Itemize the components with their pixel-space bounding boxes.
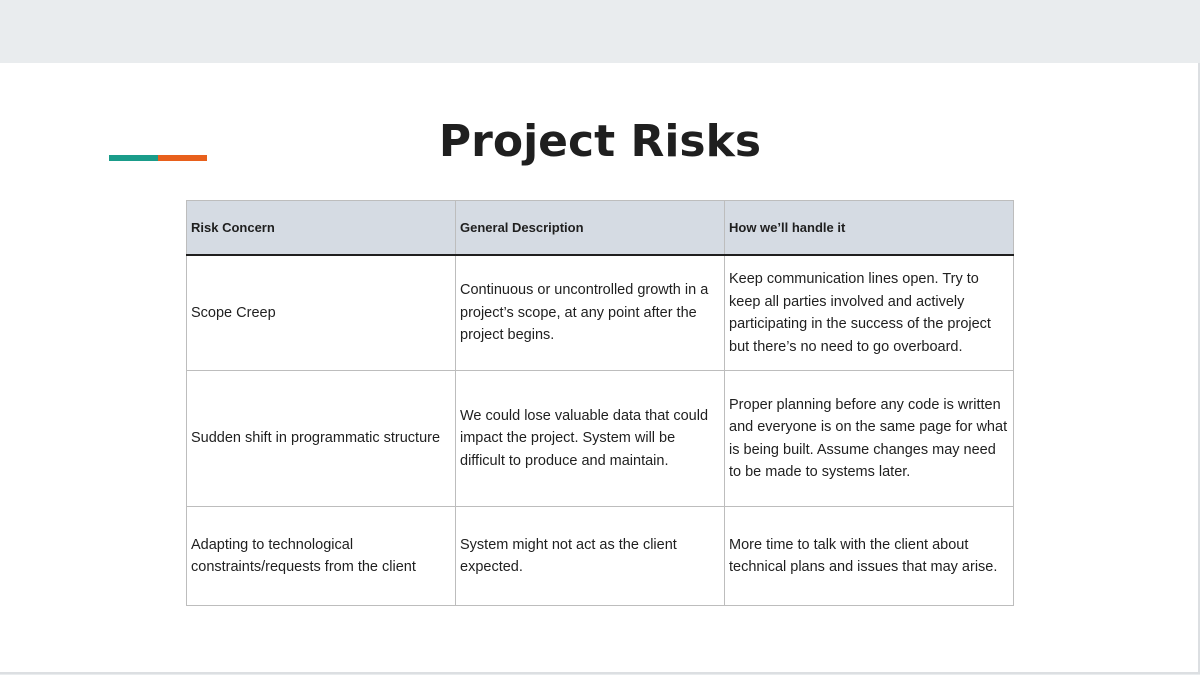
cell-risk-concern: Adapting to technological constraints/requests from the client <box>187 507 456 606</box>
cell-handling: Proper planning before any code is written and everyone is on the same page for what is being built. Assume changes may need to be made to systems later. <box>725 371 1014 507</box>
top-gray-band <box>0 0 1200 63</box>
table-header-row <box>187 201 1014 256</box>
cell-handling: Keep communication lines open. Try to keep all parties involved and actively participating in the success of the project but there’s no need to go overboard. <box>725 255 1014 371</box>
table-row <box>187 255 1014 371</box>
cell-risk-concern: Scope Creep <box>187 255 456 371</box>
slide-title: Project Risks <box>438 116 762 167</box>
cell-general-description: Continuous or uncontrolled growth in a project’s scope, at any point after the project begins. <box>456 255 725 371</box>
header-how-we-handle-it: How we’ll handle it <box>725 201 1014 256</box>
table-row <box>187 371 1014 507</box>
cell-general-description: We could lose valuable data that could impact the project. System will be difficult to produce and maintain. <box>456 371 725 507</box>
table-row <box>187 507 1014 606</box>
header-risk-concern: Risk Concern <box>187 201 456 256</box>
risks-table <box>186 200 1014 606</box>
header-general-description: General Description <box>456 201 725 256</box>
cell-handling: More time to talk with the client about technical plans and issues that may arise. <box>725 507 1014 606</box>
cell-risk-concern: Sudden shift in programmatic structure <box>187 371 456 507</box>
cell-general-description: System might not act as the client expected. <box>456 507 725 606</box>
